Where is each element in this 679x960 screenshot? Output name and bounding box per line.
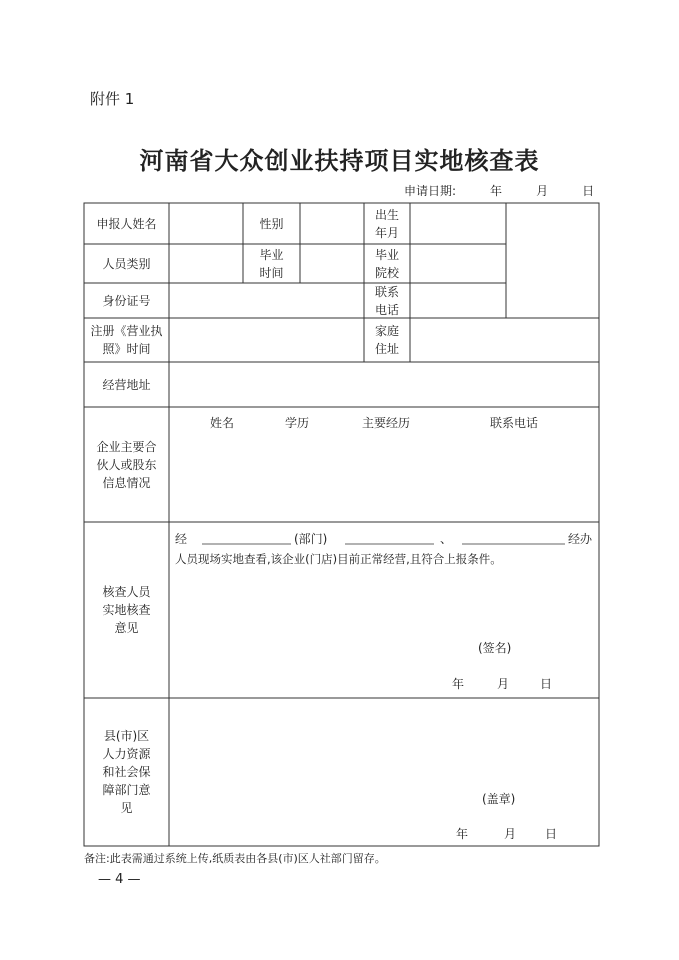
gender-field[interactable] bbox=[300, 203, 364, 244]
birth-date-field[interactable] bbox=[410, 203, 506, 244]
business-address-field[interactable] bbox=[169, 362, 599, 407]
inspector-separator: 、 bbox=[440, 532, 453, 546]
county-label: 县(市)区人力资源和社会保障部门意见 bbox=[102, 729, 151, 815]
inspector-prefix: 经 bbox=[175, 532, 188, 546]
county-date-year: 年 bbox=[456, 827, 469, 841]
partners-col-phone: 联系电话 bbox=[490, 416, 539, 430]
license-time-field[interactable] bbox=[169, 318, 364, 362]
apply-date-label: 申请日期: bbox=[404, 184, 457, 198]
attachment-label: 附件 1 bbox=[90, 90, 135, 108]
business-address-label: 经营地址 bbox=[102, 377, 151, 392]
person-type-field[interactable] bbox=[169, 244, 243, 283]
inspector-name2-field[interactable] bbox=[462, 528, 565, 546]
county-opinion-field[interactable] bbox=[169, 698, 599, 788]
partners-label: 企业主要合伙人或股东信息情况 bbox=[96, 439, 157, 490]
graduation-school-label: 毕业院校 bbox=[374, 247, 399, 280]
home-address-label: 家庭住址 bbox=[374, 324, 399, 356]
graduation-school-field[interactable] bbox=[410, 244, 506, 283]
partners-info-field[interactable] bbox=[169, 432, 599, 522]
graduation-time-field[interactable] bbox=[300, 244, 364, 283]
id-number-field[interactable] bbox=[169, 283, 364, 318]
inspector-dept-field[interactable] bbox=[202, 528, 291, 546]
county-seal-label: (盖章) bbox=[482, 792, 516, 806]
contact-phone-label: 联系电话 bbox=[374, 284, 399, 317]
inspector-dept-label: (部门) bbox=[294, 532, 328, 546]
birth-date-label: 出生年月 bbox=[374, 207, 399, 240]
inspector-date-month: 月 bbox=[497, 677, 510, 691]
apply-date-month: 月 bbox=[536, 184, 549, 198]
inspector-date-day: 日 bbox=[540, 677, 553, 691]
id-number-label: 身份证号 bbox=[102, 293, 151, 308]
home-address-field[interactable] bbox=[410, 318, 599, 362]
page-title: 河南省大众创业扶持项目实地核查表 bbox=[139, 146, 540, 175]
photo-area[interactable] bbox=[506, 203, 599, 318]
partners-col-name: 姓名 bbox=[210, 416, 235, 430]
page-number: — 4 — bbox=[98, 872, 141, 887]
applicant-name-label: 申报人姓名 bbox=[96, 216, 157, 231]
inspector-name1-field[interactable] bbox=[345, 528, 434, 546]
applicant-name-field[interactable] bbox=[169, 203, 243, 244]
county-date-month: 月 bbox=[504, 827, 517, 841]
apply-date-year: 年 bbox=[490, 184, 503, 198]
county-date-day: 日 bbox=[545, 827, 558, 841]
partners-col-experience: 主要经历 bbox=[362, 416, 411, 430]
contact-phone-field[interactable] bbox=[410, 283, 506, 318]
inspector-suffix: 经办 bbox=[568, 532, 593, 546]
inspector-label: 核查人员实地核查意见 bbox=[102, 585, 151, 635]
person-type-label: 人员类别 bbox=[102, 256, 151, 271]
partners-col-education: 学历 bbox=[285, 416, 310, 430]
inspector-statement: 人员现场实地查看,该企业(门店)目前正常经营,且符合上报条件。 bbox=[175, 552, 502, 566]
inspector-sign-label: (签名) bbox=[478, 641, 512, 655]
graduation-time-label: 毕业时间 bbox=[259, 247, 284, 280]
apply-date-day: 日 bbox=[582, 184, 595, 198]
license-time-label: 注册《营业执照》时间 bbox=[90, 324, 163, 356]
gender-label: 性别 bbox=[259, 216, 284, 231]
footer-note: 备注:此表需通过系统上传,纸质表由各县(市)区人社部门留存。 bbox=[84, 852, 386, 865]
inspector-date-year: 年 bbox=[452, 677, 465, 691]
